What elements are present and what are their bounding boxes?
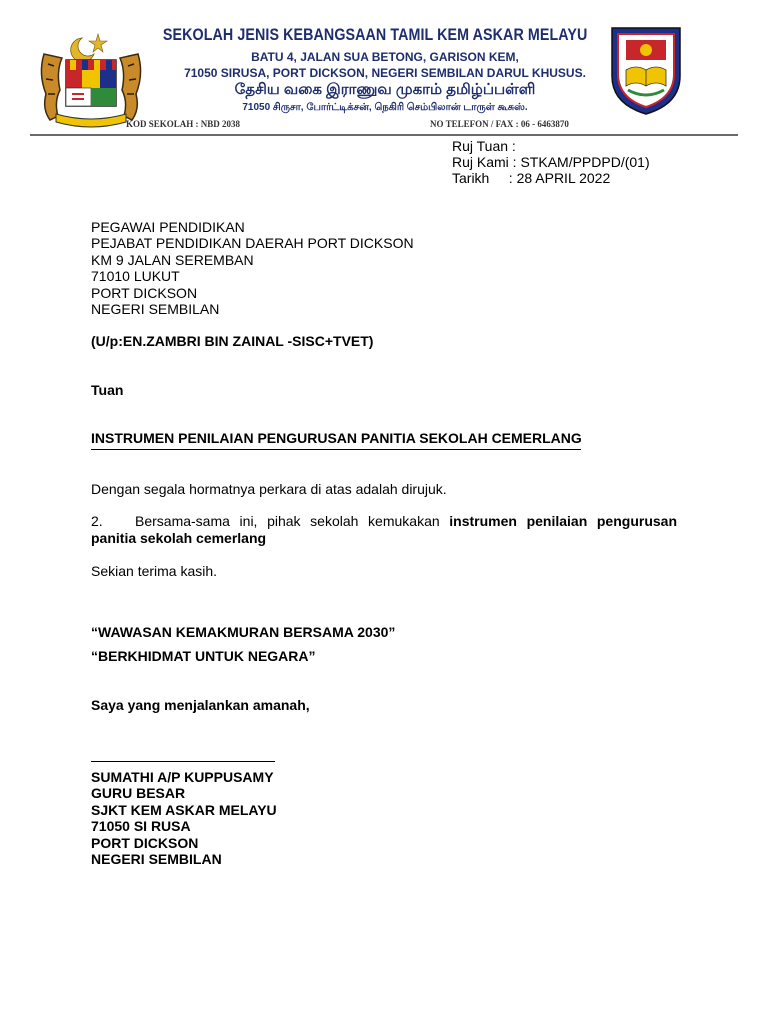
signature-block (91, 769, 277, 867)
school-phone: NO TELEFON / FAX : 06 - 6463870 (430, 119, 569, 129)
paragraph-2-bold: instrumen penilaian pengurusan panitia sekolah cemerlang (91, 513, 677, 546)
school-address-line-2: 71050 SIRUSA, PORT DICKSON, NEGERI SEMBILAN DARUL KHUSUS. (184, 66, 586, 80)
school-name: SEKOLAH JENIS KEBANGSAAN TAMIL KEM ASKAR MELAYU (162, 25, 588, 44)
closing-thanks: Sekian terima kasih. (91, 563, 218, 579)
paragraph-1: Dengan segala hormatnya perkara di atas adalah dirujuk. (91, 481, 447, 497)
recipient-line: NEGERI SEMBILAN (91, 301, 220, 318)
reference-block (452, 138, 650, 186)
letterhead (30, 10, 738, 134)
school-address-tamil: 71050 சிருசா, போர்ட்டிக்சன், நெகிரி செம்பிலான் டாருள் கூசுஸ். (242, 102, 528, 113)
signer-line: NEGERI SEMBILAN (91, 851, 222, 868)
paragraph-2-number: 2. (91, 513, 103, 529)
signer-line: 71050 SI RUSA (91, 818, 191, 835)
recipient-line: PORT DICKSON (91, 284, 198, 301)
school-name-tamil: தேசிய வகை இராணுவ முகாம் தமிழ்ப்பள்ளி (234, 81, 536, 98)
ruj-kami: Ruj Kami : STKAM/PPDPD/(01) (452, 154, 650, 170)
signer-title: GURU BESAR (91, 785, 186, 802)
school-badge-icon (608, 24, 684, 116)
paragraph-2-text: Bersama-sama ini, pihak sekolah kemukakan (135, 513, 450, 529)
motto-1: “WAWASAN KEMAKMURAN BERSAMA 2030” (91, 624, 396, 640)
recipient-line: 71010 LUKUT (91, 268, 180, 285)
letter-subject: INSTRUMEN PENILAIAN PENGURUSAN PANITIA SEKOLAH CEMERLANG (91, 430, 582, 446)
salutation: Tuan (91, 382, 124, 398)
school-code: KOD SEKOLAH : NBD 2038 (126, 119, 241, 129)
recipient-address (91, 219, 414, 317)
trust-line: Saya yang menjalankan amanah, (91, 697, 310, 713)
attention-line: (U/p:EN.ZAMBRI BIN ZAINAL -SISC+TVET) (91, 333, 374, 349)
signer-line: PORT DICKSON (91, 834, 199, 851)
letterhead-divider (30, 134, 738, 136)
subject-underline (91, 449, 581, 450)
recipient-line: PEGAWAI PENDIDIKAN (91, 219, 245, 235)
signer-line: SJKT KEM ASKAR MELAYU (91, 801, 277, 818)
paragraph-2 (91, 513, 677, 547)
school-address-line-1: BATU 4, JALAN SUA BETONG, GARISON KEM, (251, 50, 519, 64)
signer-name: SUMATHI A/P KUPPUSAMY (91, 769, 274, 785)
recipient-line: KM 9 JALAN SEREMBAN (91, 251, 254, 268)
signature-line (91, 761, 275, 762)
letter-date: Tarikh : 28 APRIL 2022 (452, 170, 611, 186)
malaysia-coat-of-arms-icon (36, 24, 146, 134)
recipient-line: PEJABAT PENDIDIKAN DAERAH PORT DICKSON (91, 235, 414, 252)
motto-2: “BERKHIDMAT UNTUK NEGARA” (91, 648, 316, 664)
ruj-tuan: Ruj Tuan : (452, 138, 516, 154)
